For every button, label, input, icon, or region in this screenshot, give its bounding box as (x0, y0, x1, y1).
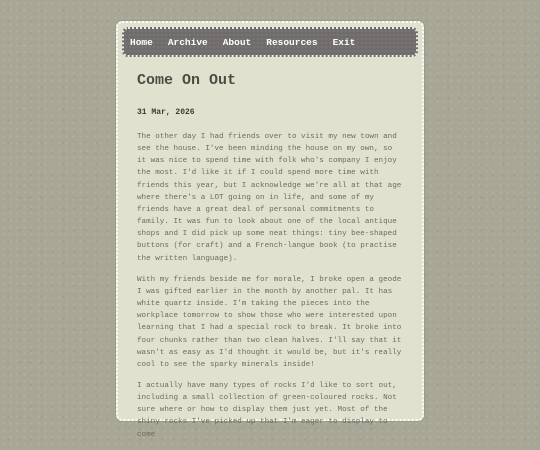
post-body (137, 131, 405, 441)
post-content (137, 69, 405, 450)
page-container (116, 21, 424, 439)
nav-link-resources[interactable]: Resources (266, 36, 318, 48)
post-paragraph-2: With my friends beside me for morale, I broke open a geode I was gifted earlier in the month by another pal. It has white quartz inside. I'm taking the pieces into the workplace tomorrow to show those who were interested upon learning that I had a special rock to break. It broke into four chunks rather than two clean halves. I'll say that it wasn't as easy as I'd thought it would be, but it's really cool to see the sparky minerals inside! (137, 275, 402, 369)
post-title: Come On Out (137, 72, 237, 89)
nav-bar (122, 27, 418, 57)
nav-link-home[interactable]: Home (130, 36, 153, 48)
post-paragraph-1: The other day I had friends over to visit my new town and see the house. I've been minding the house on my own, so it was nice to spend time with folk who's company I enjoy the most. I'd like it if I could spend more time with friends this year, but I acknowledge we're all at that age where there's a LOT going on in life, and some of my friends have a great deal of personal commitments to family. It was fun to look about one of the local antique shops and I did pick up some neat things: tiny bee-shaped buttons (for craft) and a French-langue book (to practise the written language). (137, 133, 402, 263)
nav-link-about[interactable]: About (222, 36, 252, 48)
nav-link-archive[interactable]: Archive (167, 36, 208, 48)
post-paragraph-3: I actually have many types of rocks I'd like to sort out, including a small collection of green-coloured rocks. Not sure where or how to display them just yet. Most of the shiny rocks I've picked up that I'm eager to display to come (137, 381, 397, 439)
post-date: 31 Mar, 2026 (137, 108, 195, 117)
nav-link-exit[interactable]: Exit (332, 36, 356, 48)
